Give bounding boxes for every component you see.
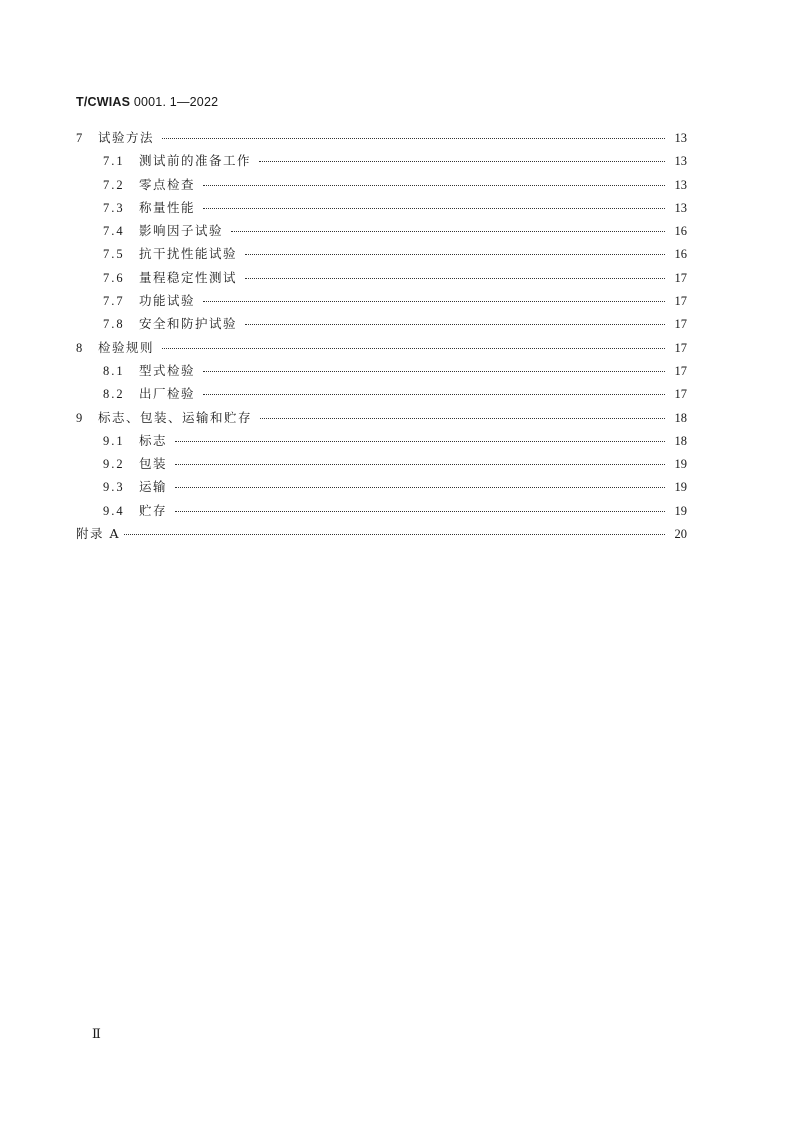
toc-entry[interactable]	[76, 477, 687, 500]
toc-entry-title: 测试前的准备工作	[139, 153, 252, 169]
toc-entry-page: 18	[674, 410, 687, 425]
toc-entry-title: 试验方法	[98, 130, 155, 145]
toc-entry-page: 17	[674, 317, 687, 332]
toc-entry[interactable]	[76, 151, 687, 174]
toc-entry-title: 安全和防护试验	[139, 316, 238, 332]
page-number: Ⅱ	[92, 1026, 101, 1041]
toc-entry-page: 19	[674, 503, 687, 518]
toc-dot-leader	[175, 511, 665, 512]
toc-entry-number: 7.1	[103, 154, 125, 169]
toc-entry[interactable]	[76, 454, 687, 477]
toc-entry[interactable]	[76, 338, 687, 361]
toc-entry-title: 量程稳定性测试	[139, 269, 238, 285]
toc-entry-title: 功能试验	[139, 293, 196, 309]
toc-entry-title: 抗干扰性能试验	[139, 246, 238, 262]
toc-entry-page: 13	[674, 154, 687, 169]
toc-entry[interactable]	[76, 501, 687, 524]
toc-entry[interactable]	[76, 361, 687, 384]
toc-entry-page: 16	[674, 224, 687, 239]
toc-dot-leader	[175, 487, 665, 488]
toc-entry-title: 标志、包装、运输和贮存	[98, 409, 253, 425]
toc-dot-leader	[203, 208, 665, 209]
toc-entry[interactable]	[76, 291, 687, 314]
toc-entry[interactable]	[76, 431, 687, 454]
toc-dot-leader	[162, 138, 665, 139]
toc-entry-number: 7	[76, 131, 85, 145]
toc-entry-number: 8	[76, 340, 85, 355]
toc-entry-page: 13	[674, 177, 687, 192]
toc-entry-page: 17	[674, 387, 687, 402]
toc-entry-number: 9.1	[103, 433, 125, 448]
toc-entry-page: 19	[674, 480, 687, 495]
toc-entry-page: 17	[674, 340, 687, 355]
table-of-contents	[76, 128, 687, 547]
toc-dot-leader	[203, 301, 665, 302]
toc-dot-leader	[245, 278, 665, 279]
document-code	[76, 95, 218, 109]
toc-entry-number: 7.7	[103, 294, 125, 309]
toc-dot-leader	[203, 371, 665, 372]
toc-dot-leader	[259, 161, 665, 162]
toc-entry-title: 出厂检验	[139, 386, 196, 402]
toc-entry-number: 7.6	[103, 270, 125, 285]
toc-entry-number: 9.4	[103, 503, 125, 518]
toc-entry-title: 包装	[139, 456, 168, 472]
toc-entry[interactable]	[76, 128, 687, 151]
toc-entry-page: 18	[674, 433, 687, 448]
toc-entry[interactable]	[76, 221, 687, 244]
toc-entry-number: 7.3	[103, 200, 125, 215]
toc-entry[interactable]	[76, 314, 687, 337]
toc-entry-number: 8.2	[103, 387, 125, 402]
toc-entry[interactable]	[76, 408, 687, 431]
toc-entry-number: 8.1	[103, 363, 125, 378]
toc-entry[interactable]	[76, 175, 687, 198]
toc-entry-title: 附录 A	[76, 526, 121, 542]
toc-dot-leader	[175, 441, 665, 442]
toc-dot-leader	[124, 534, 665, 535]
toc-entry-number: 9	[76, 410, 85, 425]
toc-entry-page: 13	[674, 131, 687, 145]
document-code-number: 0001. 1—2022	[130, 95, 219, 109]
toc-entry[interactable]	[76, 244, 687, 267]
toc-dot-leader	[231, 231, 665, 232]
toc-entry-page: 13	[674, 200, 687, 215]
toc-entry-title: 型式检验	[139, 362, 196, 378]
toc-entry-page: 17	[674, 363, 687, 378]
toc-entry-title: 影响因子试验	[139, 223, 224, 239]
toc-dot-leader	[203, 394, 665, 395]
toc-entry-title: 零点检查	[139, 176, 196, 192]
toc-entry-title: 贮存	[139, 502, 168, 518]
toc-entry-number: 7.8	[103, 317, 125, 332]
toc-entry[interactable]	[76, 198, 687, 221]
toc-entry-number: 7.4	[103, 224, 125, 239]
toc-entry-number: 7.5	[103, 247, 125, 262]
toc-entry-title: 检验规则	[98, 339, 155, 355]
toc-dot-leader	[203, 185, 665, 186]
toc-entry-number: 9.2	[103, 457, 125, 472]
toc-dot-leader	[162, 348, 665, 349]
toc-dot-leader	[245, 324, 665, 325]
toc-entry-title: 运输	[139, 479, 168, 495]
document-code-prefix: T/CWIAS	[76, 95, 131, 109]
toc-entry-number: 7.2	[103, 177, 125, 192]
toc-entry[interactable]	[76, 384, 687, 407]
toc-entry[interactable]	[76, 524, 687, 547]
toc-entry-number: 9.3	[103, 480, 125, 495]
toc-entry[interactable]	[76, 268, 687, 291]
toc-entry-page: 19	[674, 457, 687, 472]
toc-dot-leader	[175, 464, 665, 465]
toc-entry-title: 标志	[139, 432, 168, 448]
toc-entry-page: 17	[674, 294, 687, 309]
toc-dot-leader	[245, 254, 665, 255]
toc-entry-page: 20	[674, 527, 687, 542]
toc-dot-leader	[260, 418, 665, 419]
toc-entry-page: 16	[674, 247, 687, 262]
toc-entry-page: 17	[674, 270, 687, 285]
toc-entry-title: 称量性能	[139, 199, 196, 215]
